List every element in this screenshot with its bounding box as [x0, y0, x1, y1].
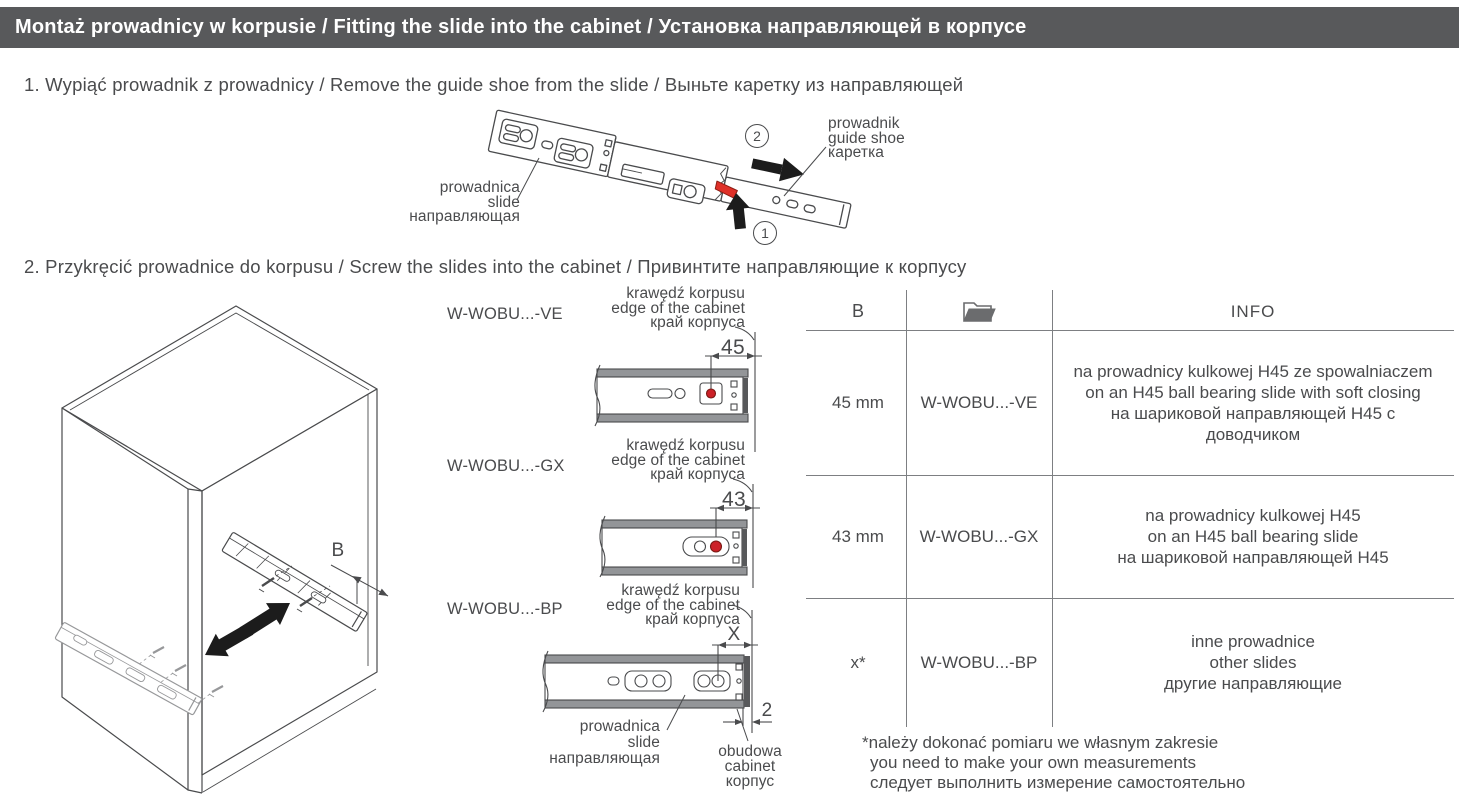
step1-heading: 1. Wypiąć prowadnik z prowadnicy / Remove the guide shoe from the slide / Выньте каретку из направляющей — [24, 74, 964, 95]
table-row3-info: inne prowadnice other slides другие направляющие — [1164, 632, 1342, 693]
table-row2-code: W-WOBU...-GX — [919, 527, 1039, 546]
screw-position-dot — [707, 389, 716, 398]
table-row1-b: 45 mm — [832, 393, 884, 412]
edge-caption-3: krawędź korpusu edge of the cabinet край корпуса — [606, 582, 740, 628]
table-header-icon-cell — [906, 292, 1052, 330]
dimension-45: 45 — [721, 336, 745, 359]
table-row1-info: na prowadnicy kulkowej H45 ze spowalniaczem on an H45 ball bearing slide with soft closing на шариковой направляющей H45 с доводчиком — [1073, 361, 1433, 444]
step-marker-2: 2 — [745, 124, 769, 148]
table-row3-code: W-WOBU...-BP — [920, 653, 1038, 672]
slide-label-bottom: prowadnica slide направляющая — [549, 718, 660, 767]
slide-label: prowadnica slide направляющая — [409, 179, 520, 225]
step-marker-1: 1 — [753, 221, 777, 245]
step2-heading: 2. Przykręcić prowadnice do korpusu / Screw the slides into the cabinet / Привинтите направляющие к корпусу — [24, 256, 967, 277]
table-row2-info: na prowadnicy kulkowej H45 on an H45 ball bearing slide на шариковой направляющей H45 — [1117, 506, 1389, 567]
table-header-info: INFO — [1230, 301, 1276, 321]
cabinet-label-bottom: obudowa cabinet корпус — [718, 743, 782, 790]
profile-code-gx: W-WOBU...-GX — [447, 457, 565, 475]
guide-shoe-label: prowadnik guide shoe каретка — [828, 115, 905, 161]
dimension-2: 2 — [761, 700, 773, 721]
table-row1-code: W-WOBU...-VE — [920, 393, 1038, 412]
edge-caption-2: krawędź korpusu edge of the cabinet край корпуса — [611, 437, 745, 483]
profile-code-ve: W-WOBU...-VE — [447, 305, 563, 323]
slide-assembly-drawing — [487, 110, 855, 235]
page-title: Montaż prowadnicy w korpusie / Fitting the slide into the cabinet / Установка направляющей в корпусе — [15, 16, 1027, 38]
pull-arrow-right — [750, 152, 807, 186]
dimension-x: X — [727, 624, 741, 645]
dimension-b-label: B — [331, 540, 345, 561]
table-row2-b: 43 mm — [832, 527, 884, 546]
profile-code-bp: W-WOBU...-BP — [447, 600, 563, 618]
edge-caption-1: krawędź korpusu edge of the cabinet край корпуса — [611, 285, 745, 331]
folder-icon — [961, 298, 997, 324]
dimension-43: 43 — [722, 488, 746, 511]
screw-position-dot — [711, 541, 722, 552]
measurement-footnote: *należy dokonać pomiaru we własnym zakresie you need to make your own measurements следует выполнить измерение самостоятельно — [862, 733, 1246, 792]
table-header-b: B — [851, 300, 864, 321]
table-row3-b: x* — [850, 653, 866, 672]
